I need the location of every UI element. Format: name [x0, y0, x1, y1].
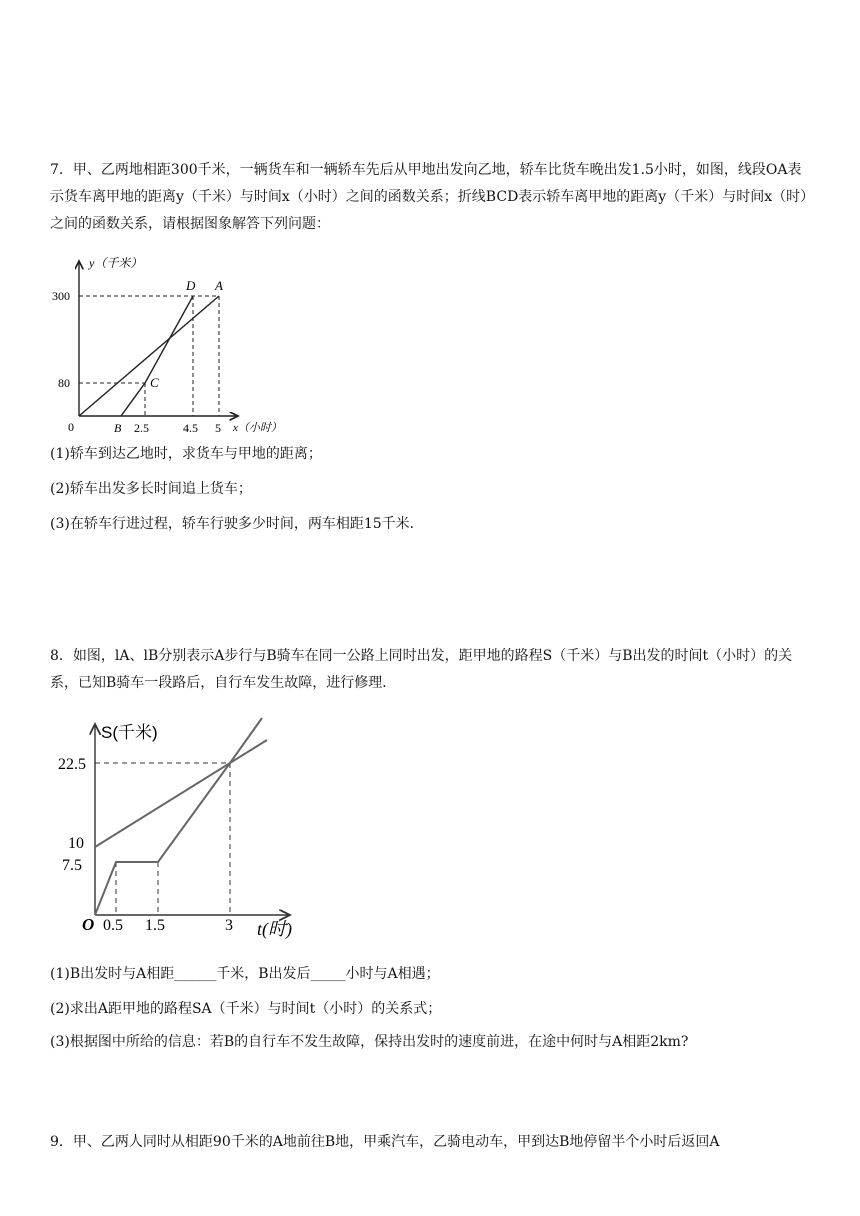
- q8-y-axis-label: S(千米): [101, 723, 158, 742]
- q8-x-tick-3: 3: [225, 917, 233, 934]
- q8-x-tick-1-5: 1.5: [145, 917, 165, 934]
- q7-x-tick-4-5: 4.5: [183, 421, 198, 435]
- q7-sub1: (1)轿车到达乙地时，求货车与甲地的距离；: [50, 446, 322, 462]
- q8-y-tick-10: 10: [68, 835, 84, 852]
- q7-y-axis-label: y（千米）: [89, 256, 143, 270]
- q8-x-axis-label: t(时): [257, 919, 292, 939]
- q9-stem: 9．甲、乙两人同时从相距90千米的A地前往B地，甲乘汽车，乙骑电动车，甲到达B地停留半个小时后返回A: [50, 1134, 720, 1150]
- q7-line-bcd: [121, 296, 193, 416]
- q7-point-c: C: [150, 375, 159, 390]
- q7-y-tick-300: 300: [52, 289, 70, 303]
- q7-point-d: D: [186, 278, 196, 293]
- q7-x-tick-5: 5: [215, 421, 221, 435]
- q8-y-tick-22-5: 22.5: [58, 756, 86, 773]
- q8-sub2: (2)求出A距甲地的路程SA（千米）与时间t（小时）的关系式；: [50, 1001, 442, 1017]
- q7-sub2: (2)轿车出发多长时间追上货车；: [50, 481, 252, 497]
- q7-sub3: (3)在轿车行进过程，轿车行驶多少时间，两车相距15千米．: [50, 516, 424, 532]
- q7-y-tick-80: 80: [58, 376, 70, 390]
- q7-x-tick-b: B: [114, 421, 122, 435]
- q8-y-tick-7-5: 7.5: [62, 857, 82, 874]
- q7-point-a: A: [215, 278, 223, 293]
- q7-x-tick-2-5: 2.5: [134, 421, 149, 435]
- q8-sub3: (3)根据图中所给的信息：若B的自行车不发生故障，保持出发时的速度前进，在途中何时与A相距2km?: [50, 1034, 689, 1050]
- q8-stem: 8．如图，lA、lB分别表示A步行与B骑车在同一公路上同时出发，距甲地的路程S（千米）与B出发的时间t（小时）的关系，已知B骑车一段路后，自行车发生故障，进行修理．: [50, 648, 793, 691]
- q8-sub1: (1)B出发时与A相距______千米，B出发后_____小时与A相遇；: [50, 966, 440, 982]
- q7-stem: 7．甲、乙两地相距300千米，一辆货车和一辆轿车先后从甲地出发向乙地，轿车比货车晚出发1.5小时，如图，线段OA表示货车离甲地的距离y（千米）与时间x（小时）之间的函数关系；折线BCD表示轿车离甲地的距离y（千米）与时间x（时）之间的函数关系，请根据图象解答下列问题：: [50, 162, 808, 232]
- q7-graph: [50, 255, 310, 435]
- q8-x-tick-0-5: 0.5: [103, 917, 123, 934]
- q8-origin-label: O: [82, 915, 95, 934]
- q7-origin-label: 0: [68, 420, 74, 434]
- q8-graph: [50, 710, 320, 945]
- q7-x-axis-label: x（小时）: [233, 422, 282, 434]
- q8-line-b: [95, 718, 262, 915]
- q7-line-oa: [79, 296, 219, 416]
